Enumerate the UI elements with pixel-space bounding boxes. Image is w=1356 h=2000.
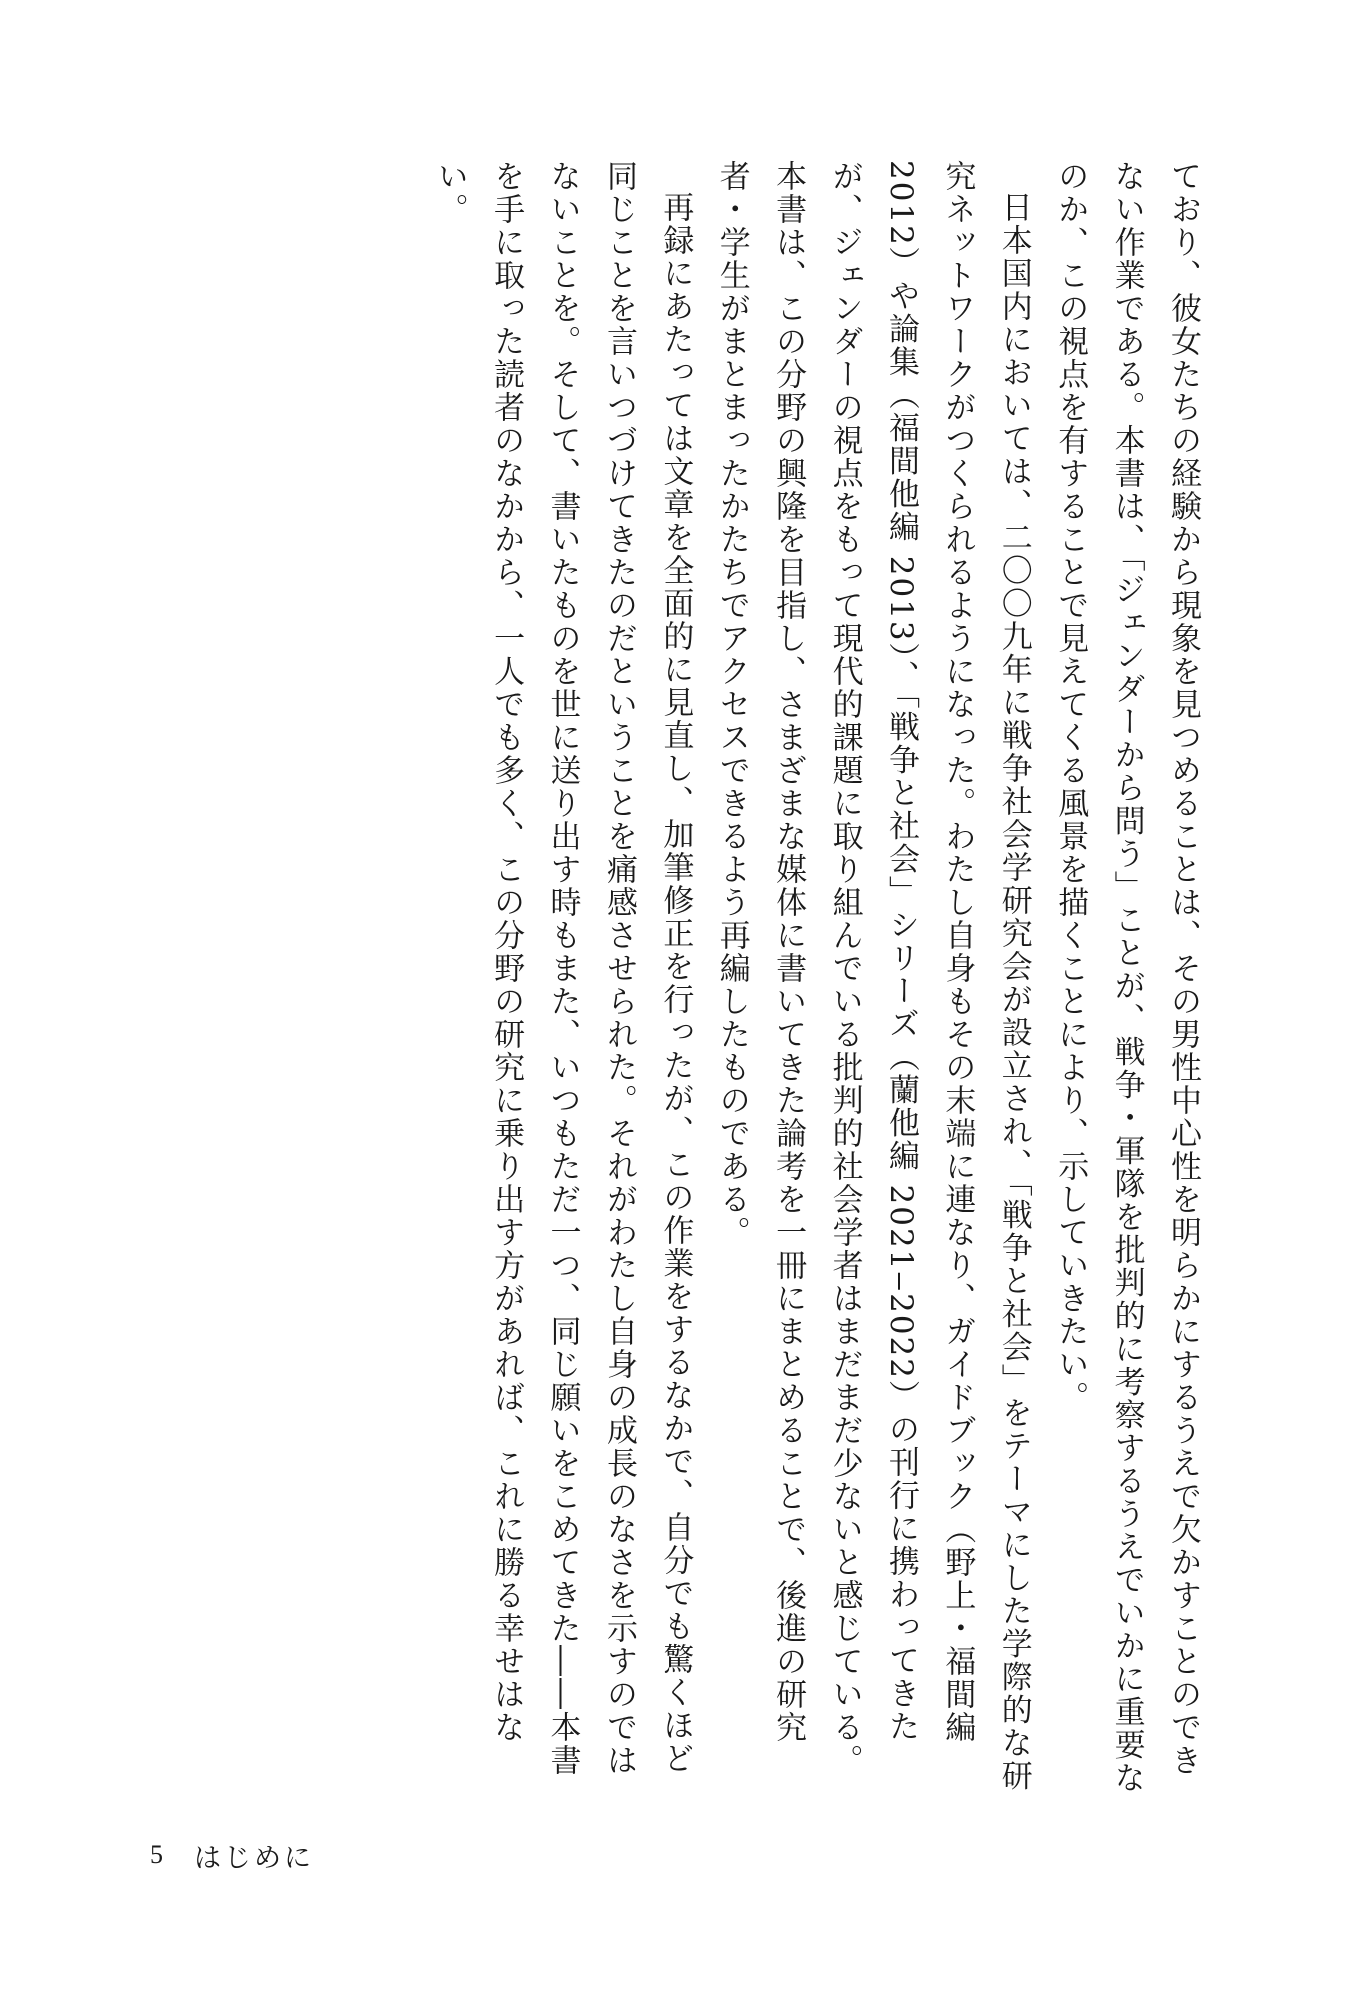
vertical-body-text bbox=[211, 160, 1211, 1800]
running-head: はじめに bbox=[194, 1842, 314, 1874]
paragraph-3: 再録にあたっては文章を全面的に見直し、加筆修正を行ったが、この作業をするなかで、自分でも驚くほど同じことを言いつづけてきたのだということを痛感させられた。それがわたし自身の成長のなさを示すのではないことを。そして、書いたものを世に送り出す時もまた、いつもただ一つ、同じ願いをこめてきた――本書を手に取った読者のなかから、一人でも多く、この分野の研究に乗り出す方があれば、これに勝る幸せはない。 bbox=[431, 160, 694, 1777]
page-number: 5 bbox=[150, 1840, 166, 1869]
paragraph-1: ており、彼女たちの経験から現象を見つめることは、その男性中心性を明らかにするうえで欠かすことのできない作業である。本書は、「ジェンダーから問う」ことが、戦争・軍隊を批判的に考察するうえでいかに重要なのか、この視点を有することで見えてくる風景を描くことにより、示していきたい。 bbox=[1052, 160, 1201, 1795]
page-footer bbox=[150, 1835, 314, 1875]
paragraph-2: 日本国内においては、二〇〇九年に戦争社会学研究会が設立され、「戦争と社会」をテーマにした学際的な研究ネットワークがつくられるようになった。わたし自身もその末端に連なり、ガイドブック（野上・福間編 2012）や論集（福間他編 2013）、「戦争と社会」シリーズ（蘭他編 2021‒2022）の刊行に携わってきたが、ジェンダーの視点をもって現代的課題に取り組んでいる批判的社会学者はまだまだ少ないと感じている。本書は、この分野の興隆を目指し、さまざまな媒体に書いてきた論考を一冊にまとめることで、後進の研究者・学生がまとまったかたちでアクセスできるよう再編したものである。 bbox=[713, 160, 1032, 1793]
